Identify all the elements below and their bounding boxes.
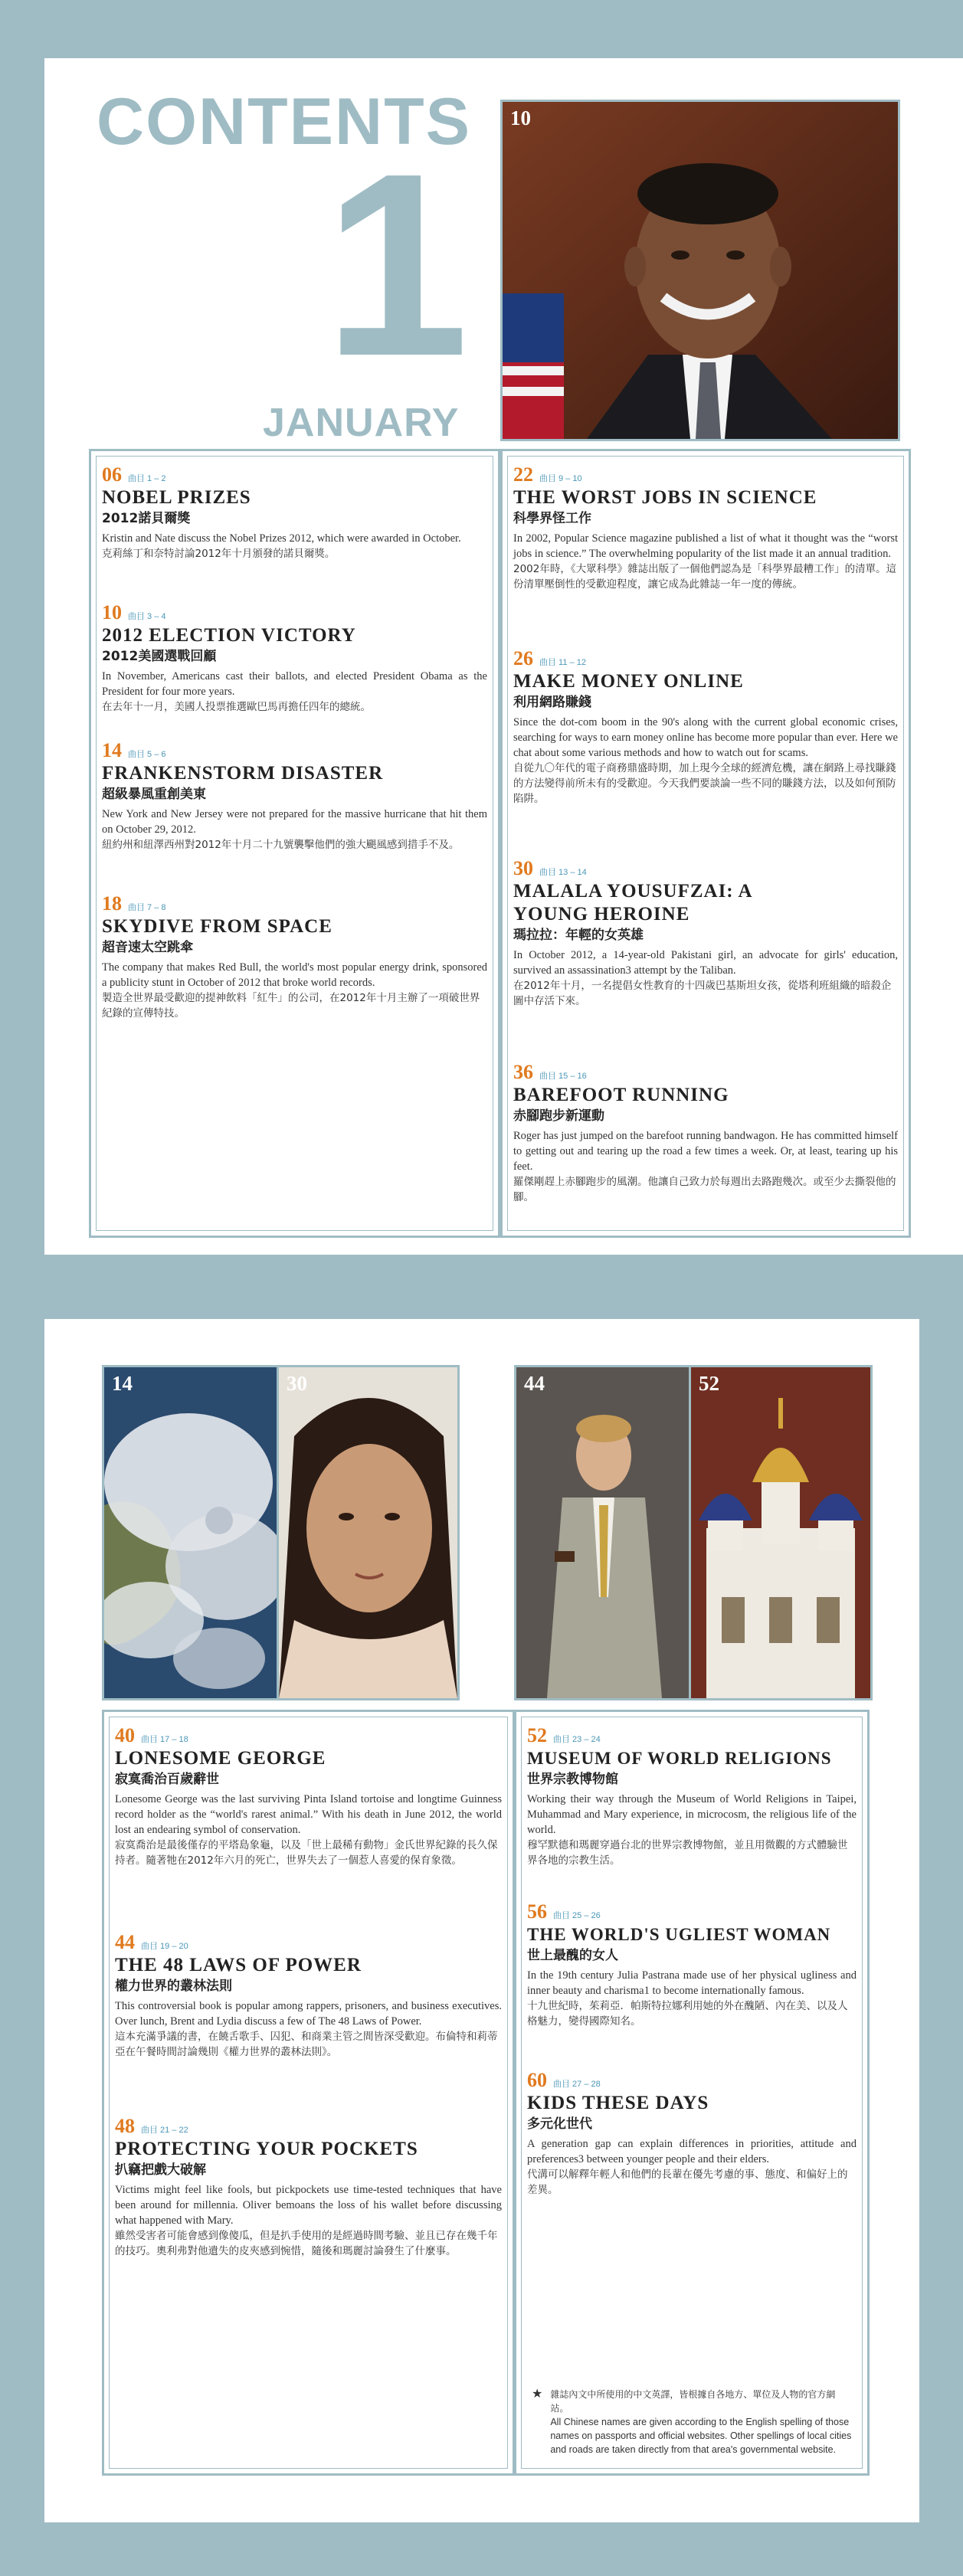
entry-number: 52 bbox=[527, 1724, 547, 1746]
entry-title-zh: 赤腳跑步新運動 bbox=[513, 1108, 604, 1124]
contents-page-top bbox=[44, 58, 963, 1255]
man-in-suit-image bbox=[516, 1367, 691, 1698]
entry-description: Lonesome George was the last surviving Pinta Island tortoise and longtime Guinness record holder as the “world's rarest animal.” With his death in June 2012, the world lost an endearing symbol of conservation. bbox=[115, 1793, 502, 1836]
entry-title: MALALA YOUSUFZAI: A YOUNG HEROINE bbox=[513, 881, 752, 925]
entry-title-zh: 世界宗教博物館 bbox=[527, 1772, 618, 1787]
entry-number: 14 bbox=[102, 739, 122, 761]
entry-description-zh: 在去年十一月，美國人投票推選歐巴馬再擔任四年的總統。 bbox=[102, 701, 371, 713]
photo-storm bbox=[102, 1365, 281, 1700]
obama-portrait-image bbox=[503, 102, 898, 439]
entry-barefoot-running[interactable] bbox=[513, 1061, 898, 1205]
entry-title: 2012 ELECTION VICTORY bbox=[102, 625, 356, 646]
entries-column-top-left bbox=[89, 449, 500, 1238]
entry-track: 曲目 25 – 26 bbox=[553, 1911, 601, 1920]
entry-title: THE WORLD'S UGLIEST WOMAN bbox=[527, 1925, 831, 1944]
entry-track: 曲目 27 – 28 bbox=[553, 2080, 601, 2089]
entry-title: SKYDIVE FROM SPACE bbox=[102, 916, 332, 937]
issue-month: JANUARY bbox=[263, 401, 460, 445]
entry-museum-religions[interactable] bbox=[527, 1724, 857, 1868]
entry-track: 曲目 21 – 22 bbox=[141, 2126, 188, 2135]
entry-title: FRANKENSTORM DISASTER bbox=[102, 763, 384, 784]
entry-number: 22 bbox=[513, 463, 533, 486]
entry-description-zh: 寂寞喬治是最後僅存的平塔島象龜，以及「世上最稀有動物」金氏世界紀錄的長久保持者。隨著牠在2012年六月的死亡，世界失去了一個惹人喜愛的保育象徵。 bbox=[115, 1839, 498, 1867]
entry-track: 曲目 1 – 2 bbox=[128, 474, 166, 483]
entry-track: 曲目 15 – 16 bbox=[539, 1072, 587, 1081]
entry-title-zh: 瑪拉拉：年輕的女英雄 bbox=[513, 928, 644, 943]
entry-title: BAREFOOT RUNNING bbox=[513, 1085, 729, 1105]
entry-description: Since the dot-com boom in the 90's along with the current global economic crises, searching for ways to earn money online has become more popular than ever. Here we chat about some various methods and how to watch out for scams. bbox=[513, 716, 898, 759]
footnote-text bbox=[550, 2388, 852, 2457]
entry-description: In November, Americans cast their ballots, and elected President Obama as the President for four more years. bbox=[102, 670, 487, 698]
photo-page-number: 52 bbox=[699, 1372, 719, 1395]
entry-title-zh: 2012諾貝爾獎 bbox=[102, 511, 191, 526]
entry-description-zh: 這本充滿爭議的書，在饒舌歌手、囚犯、和商業主管之間皆深受歡迎。布倫特和莉蒂亞在午餐時間討論幾則《權力世界的叢林法則》。 bbox=[115, 2031, 498, 2058]
entry-title-zh: 2012美國選戰回顧 bbox=[102, 649, 217, 664]
entry-title-zh: 超級暴風重創美東 bbox=[102, 787, 206, 802]
entry-description: In October 2012, a 14-year-old Pakistani girl, an advocate for girls' education, survived an assassination3 attempt by the Taliban. bbox=[513, 949, 898, 977]
footnote-zh: 雜誌內文中所使用的中文英譯，皆根據自各地方、單位及人物的官方網站。 bbox=[550, 2389, 836, 2414]
contents-heading: CONTENTS bbox=[97, 85, 471, 159]
entry-lonesome-george[interactable] bbox=[115, 1724, 502, 1868]
photo-page-number: 30 bbox=[287, 1372, 307, 1395]
entry-title-zh: 科學界怪工作 bbox=[513, 511, 591, 526]
entry-title-zh: 扒竊把戲大破解 bbox=[115, 2162, 206, 2178]
entry-make-money[interactable] bbox=[513, 647, 898, 807]
entry-title-zh: 權力世界的叢林法則 bbox=[115, 1979, 232, 1994]
entry-track: 曲目 19 – 20 bbox=[141, 1942, 188, 1951]
entry-track: 曲目 9 – 10 bbox=[539, 474, 582, 483]
entry-title-zh: 世上最醜的女人 bbox=[527, 1948, 618, 1963]
entry-frankenstorm[interactable] bbox=[102, 739, 487, 853]
entry-nobel-prizes[interactable] bbox=[102, 463, 487, 561]
entry-title: PROTECTING YOUR POCKETS bbox=[115, 2139, 418, 2159]
entry-description: Kristin and Nate discuss the Nobel Prizes 2012, which were awarded in October. bbox=[102, 532, 461, 545]
entry-title: LONESOME GEORGE bbox=[115, 1748, 326, 1769]
entry-description-zh: 雖然受害者可能會感到像傻瓜，但是扒手使用的是經過時間考驗、並且已存在幾千年的技巧。奧利弗對他遺失的皮夾感到惋惜，隨後和瑪麗討論發生了什麼事。 bbox=[115, 2230, 498, 2257]
entry-description: The company that makes Red Bull, the world's most popular energy drink, sponsored a publicity stunt in October of 2012 that broke world records. bbox=[102, 961, 487, 989]
malala-portrait-image bbox=[279, 1367, 457, 1698]
entry-title: KIDS THESE DAYS bbox=[527, 2093, 709, 2113]
entry-title: NOBEL PRIZES bbox=[102, 487, 251, 508]
entry-description-zh: 克莉絲丁和奈特討論2012年十月頒發的諾貝爾獎。 bbox=[102, 548, 336, 560]
entry-number: 40 bbox=[115, 1724, 135, 1746]
entry-malala[interactable] bbox=[513, 857, 898, 1009]
contents-page-bottom bbox=[44, 1319, 919, 2522]
entry-number: 56 bbox=[527, 1900, 547, 1923]
photo-obama bbox=[500, 100, 900, 441]
photo-page-number: 14 bbox=[112, 1372, 133, 1395]
photo-page-number: 10 bbox=[510, 106, 531, 129]
entry-title: MAKE MONEY ONLINE bbox=[513, 671, 744, 692]
entries-column-bottom-right bbox=[514, 1710, 870, 2476]
entries-column-bottom-left bbox=[102, 1710, 515, 2476]
entry-description: New York and New Jersey were not prepared for the massive hurricane that hit them on October 29, 2012. bbox=[102, 808, 487, 836]
issue-number: 1 bbox=[324, 119, 470, 411]
entry-title: MUSEUM OF WORLD RELIGIONS bbox=[527, 1749, 832, 1768]
entry-description-zh: 羅傑剛趕上赤腳跑步的風潮。他讓自己致力於每週出去路跑幾次。或至少去撕裂他的腳。 bbox=[513, 1176, 896, 1203]
entry-description-zh: 穆罕默德和瑪麗穿過台北的世界宗教博物館，並且用微觀的方式體驗世界各地的宗教生活。 bbox=[527, 1839, 848, 1867]
photo-malala bbox=[277, 1365, 460, 1700]
entry-description-zh: 十九世紀時，茱莉亞．帕斯特拉娜利用她的外在醜陋、內在美、以及人格魅力，變得國際知名。 bbox=[527, 2000, 848, 2028]
footnote bbox=[532, 2388, 852, 2457]
entry-number: 18 bbox=[102, 892, 122, 915]
footnote-en: All Chinese names are given according to the English spelling of those names on passports and official websites. Other spellings of local cities and roads are taken directly from that area's governmental website. bbox=[550, 2417, 852, 2455]
entry-track: 曲目 3 – 4 bbox=[128, 612, 166, 621]
entry-track: 曲目 7 – 8 bbox=[128, 903, 166, 912]
entry-ugliest-woman[interactable] bbox=[527, 1900, 857, 2029]
entry-description: A generation gap can explain differences in priorities, attitude and preferences3 between younger people and their elders. bbox=[527, 2138, 857, 2165]
photo-cathedral bbox=[689, 1365, 873, 1700]
entry-description: In 2002, Popular Science magazine published a list of what it thought was the “worst jobs in science.” The overwhelming popularity of the list made it an annual tradition. bbox=[513, 532, 898, 560]
entry-protecting-pockets[interactable] bbox=[115, 2115, 502, 2259]
entry-48-laws[interactable] bbox=[115, 1931, 502, 2060]
entry-skydive[interactable] bbox=[102, 892, 487, 1021]
entry-number: 60 bbox=[527, 2069, 547, 2091]
entry-description-zh: 紐約州和紐澤西州對2012年十月二十九號襲擊他們的強大颶風感到措手不及。 bbox=[102, 839, 460, 851]
entry-description: In the 19th century Julia Pastrana made use of her physical ugliness and inner beauty and charisma1 to become internationally famous. bbox=[527, 1969, 857, 1997]
entry-description-zh: 製造全世界最受歡迎的提神飲料「紅牛」的公司，在2012年十月主辦了一項破世界紀錄的宣傳特技。 bbox=[102, 992, 480, 1020]
entry-description-zh: 在2012年十月，一名提倡女性教育的十四歲巴基斯坦女孩，從塔利班組織的暗殺企圖中存活下來。 bbox=[513, 980, 892, 1007]
entry-description-zh: 2002年時，《大眾科學》雜誌出版了一個他們認為是「科學界最糟工作」的清單。這份清單壓倒性的受歡迎程度，讓它成為此雜誌一年一度的傳統。 bbox=[513, 563, 897, 591]
entry-description-zh: 代溝可以解釋年輕人和他們的長輩在優先考慮的事、態度、和偏好上的差異。 bbox=[527, 2168, 848, 2196]
entry-number: 48 bbox=[115, 2115, 135, 2137]
entry-track: 曲目 17 – 18 bbox=[141, 1735, 188, 1744]
entry-description: Roger has just jumped on the barefoot running bandwagon. He has committed himself to getting out and tearing up the road a few times a week. Or, at least, tearing up his feet. bbox=[513, 1130, 898, 1173]
entry-track: 曲目 11 – 12 bbox=[539, 658, 586, 667]
entry-track: 曲目 13 – 14 bbox=[539, 868, 587, 877]
entry-track: 曲目 23 – 24 bbox=[553, 1735, 601, 1744]
entry-title-zh: 利用網路賺錢 bbox=[513, 695, 591, 710]
entry-number: 44 bbox=[115, 1931, 135, 1953]
entry-description: Victims might feel like fools, but pickpockets use time-tested techniques that have been around for millennia. Oliver bemoans the loss of his wallet before discussing what happened with Mary. bbox=[115, 2184, 502, 2227]
entry-number: 26 bbox=[513, 647, 533, 669]
entry-worst-jobs[interactable] bbox=[513, 463, 898, 592]
entry-description: This controversial book is popular among rappers, prisoners, and business executives. Over lunch, Brent and Lydia discuss a few of The 48 Laws of Power. bbox=[115, 2000, 502, 2028]
entry-description: Working their way through the Museum of World Religions in Taipei, Muhammad and Mary experience, in microcosm, the religious life of the world. bbox=[527, 1793, 857, 1836]
entry-title-zh: 寂寞喬治百歲辭世 bbox=[115, 1772, 219, 1787]
hurricane-satellite-image bbox=[104, 1367, 279, 1698]
entry-title: THE 48 LAWS OF POWER bbox=[115, 1955, 362, 1975]
entry-election-victory[interactable] bbox=[102, 601, 487, 715]
entry-number: 10 bbox=[102, 601, 122, 624]
entry-description-zh: 自從九〇年代的電子商務鼎盛時期，加上現今全球的經濟危機，讓在網路上尋找賺錢的方法變得前所未有的受歡迎。今天我們要談論一些不同的賺錢方法，以及如何預防陷阱。 bbox=[513, 762, 896, 805]
star-icon: ★ bbox=[532, 2388, 543, 2401]
entry-track: 曲目 5 – 6 bbox=[128, 750, 166, 759]
entry-number: 06 bbox=[102, 463, 122, 486]
entries-column-top-right bbox=[500, 449, 911, 1238]
entry-title-zh: 超音速太空跳傘 bbox=[102, 940, 193, 955]
photo-man-suit bbox=[514, 1365, 693, 1700]
entry-kids-these-days[interactable] bbox=[527, 2069, 857, 2198]
photo-page-number: 44 bbox=[524, 1372, 545, 1395]
entry-title: THE WORST JOBS IN SCIENCE bbox=[513, 487, 817, 508]
entry-number: 30 bbox=[513, 857, 533, 879]
entry-title-zh: 多元化世代 bbox=[527, 2116, 592, 2132]
cathedral-image bbox=[691, 1367, 870, 1698]
entry-number: 36 bbox=[513, 1061, 533, 1083]
